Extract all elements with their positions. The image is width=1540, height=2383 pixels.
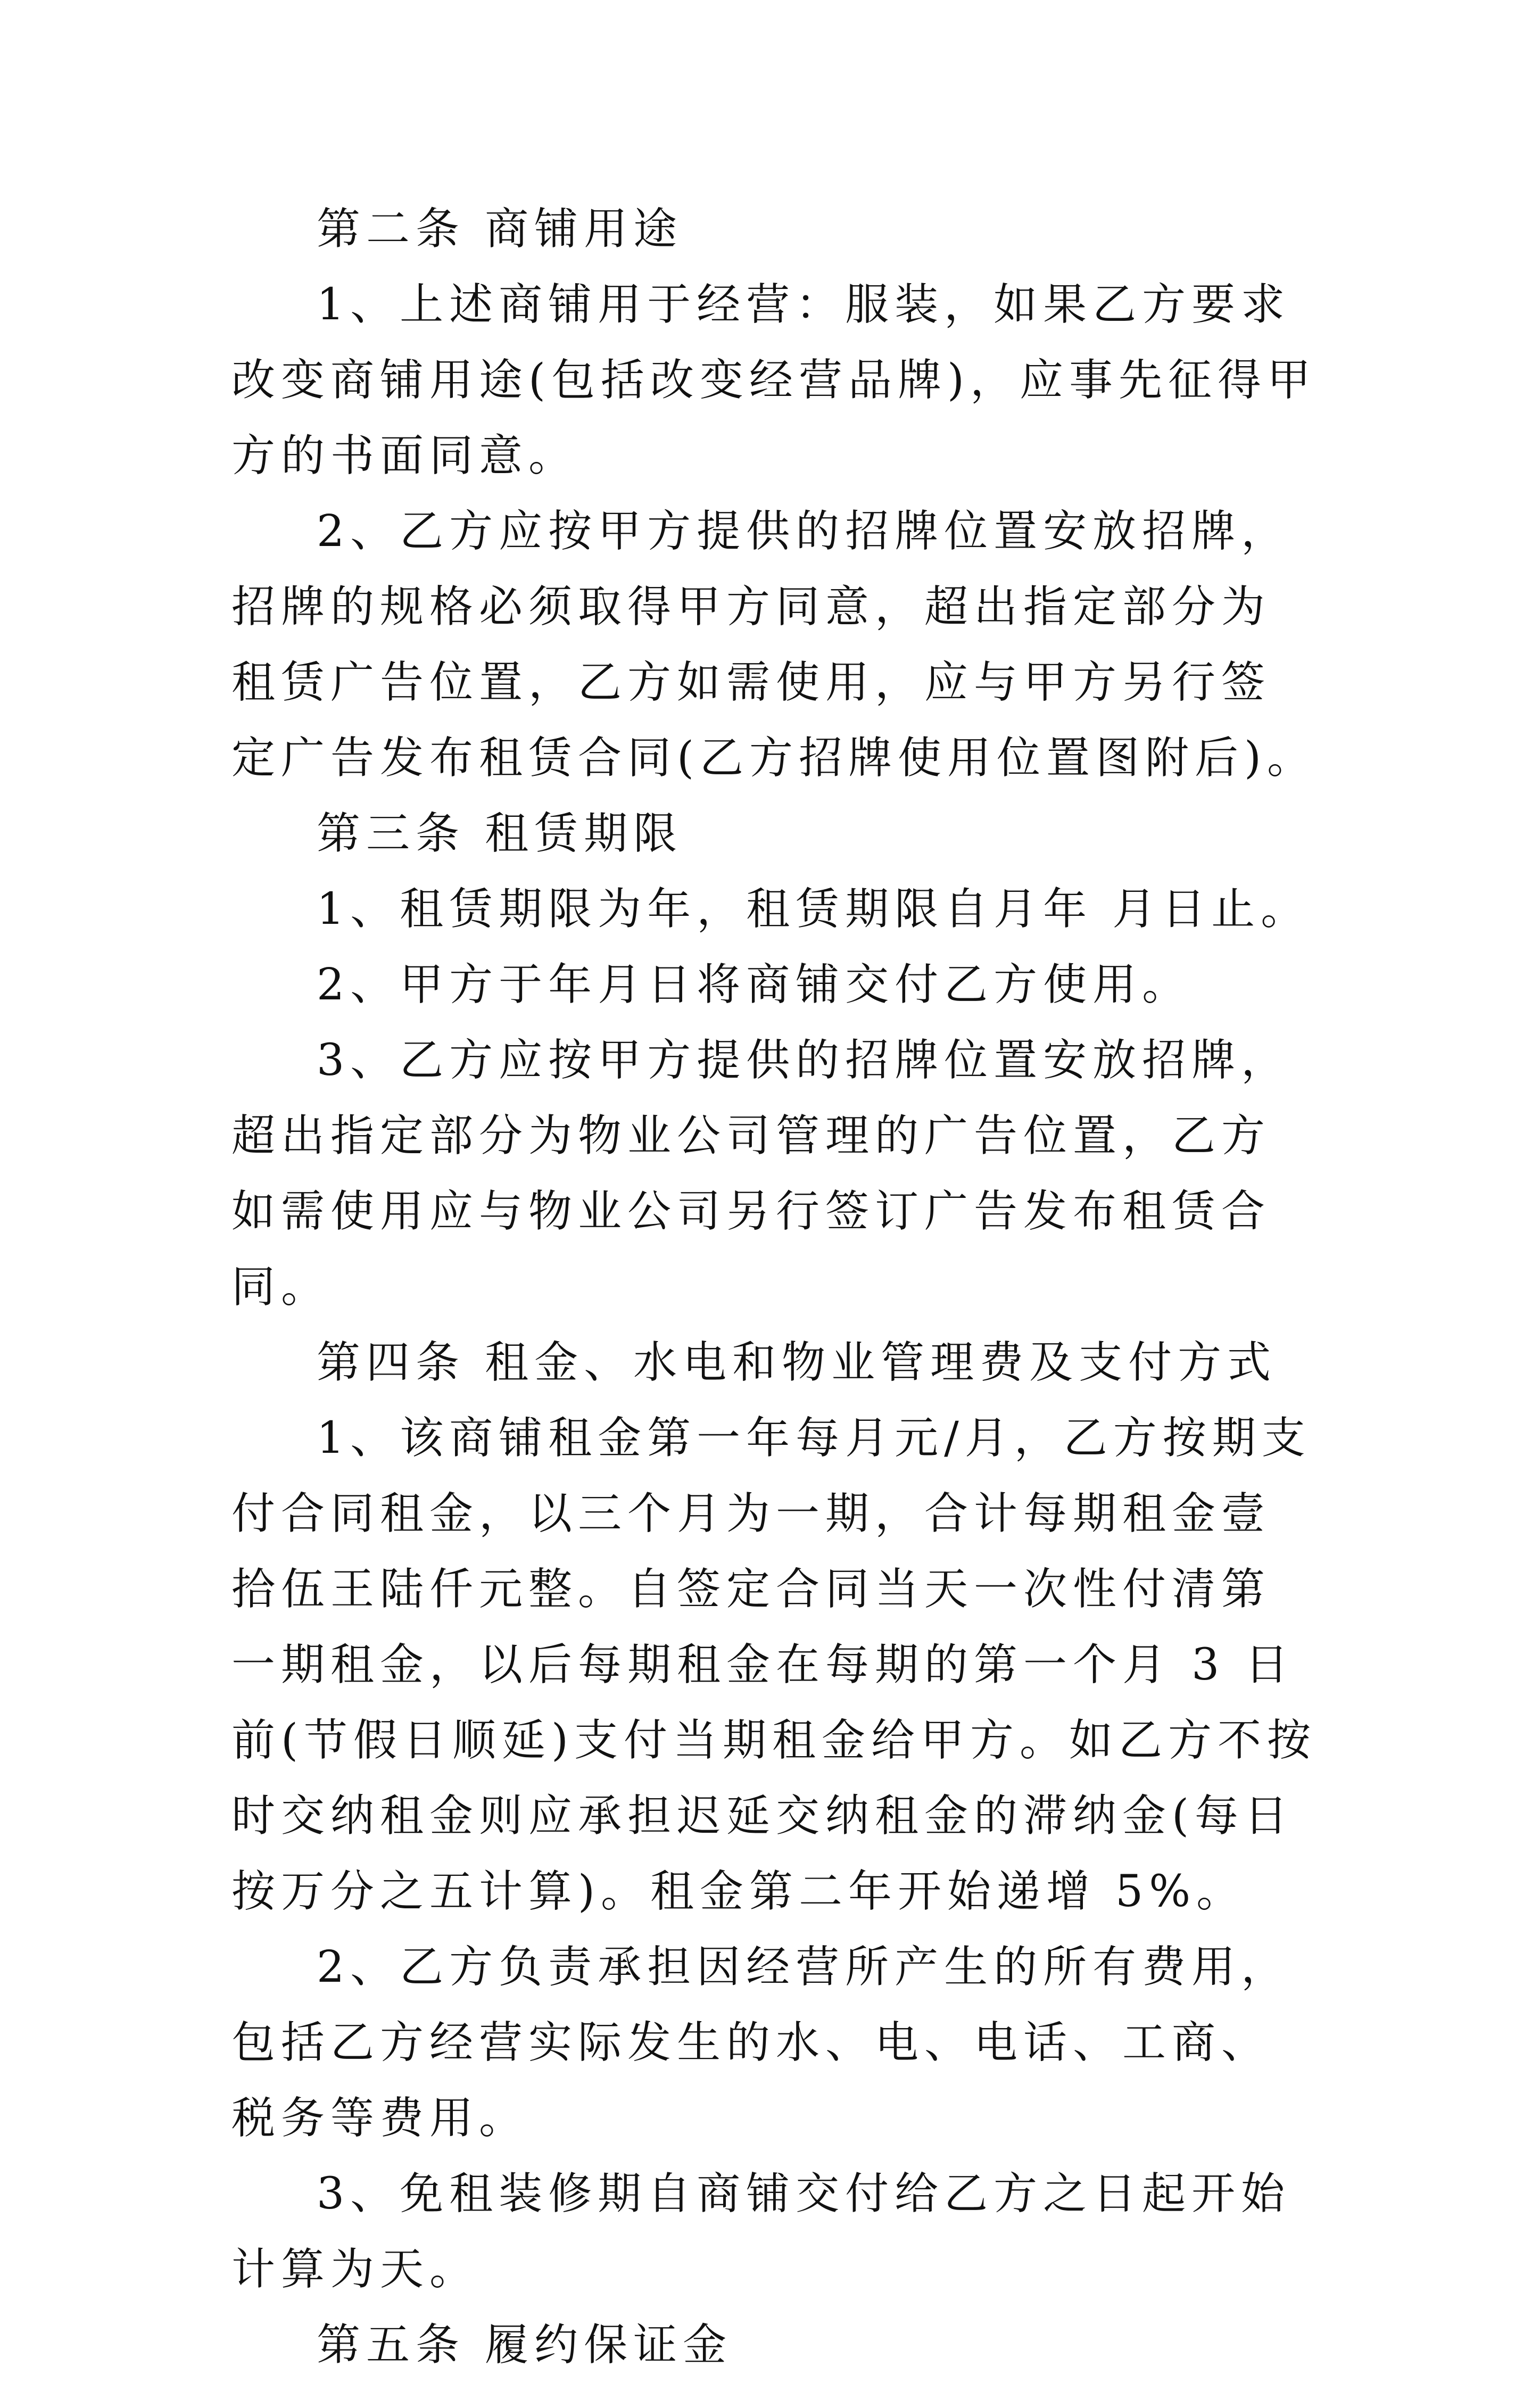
paragraph-article-3-item-3: 3、乙方应按甲方提供的招牌位置安放招牌，超出指定部分为物业公司管理的广告位置，乙方如需使用应与物业公司另行签订广告发布租赁合同。: [231, 1035, 1291, 1312]
section-heading-article-3: 第三条 租赁期限: [317, 808, 683, 859]
section-heading-article-2: 第二条 商铺用途: [317, 204, 683, 254]
paragraph-article-4-item-2: 2、乙方负责承担因经营所产生的所有费用，包括乙方经营实际发生的水、电、电话、工商、税务等费用。: [231, 1942, 1291, 2144]
paragraph-article-4-item-1: 1、该商铺租金第一年每月元/月，乙方按期支付合同租金，以三个月为一期，合计每期租金壹拾伍王陆仟元整。自签定合同当天一次性付清第一期租金，以后每期租金在每期的第一个月 3 日前(节假日顺延)支付当期租金给甲方。如乙方不按时交纳租金则应承担迟延交纳租金的滞纳金(每日按万分之五计算)。租金第二年开始递增 5%。: [231, 1413, 1317, 1917]
paragraph-article-2-item-2: 2、乙方应按甲方提供的招牌位置安放招牌，招牌的规格必须取得甲方同意，超出指定部分为租赁广告位置，乙方如需使用，应与甲方另行签定广告发布租赁合同(乙方招牌使用位置图附后)。: [231, 506, 1317, 783]
paragraph-article-3-item-1: 1、租赁期限为年，租赁期限自月年 月日止。: [317, 884, 1311, 934]
paragraph-article-3-item-2: 2、甲方于年月日将商铺交付乙方使用。: [317, 959, 1192, 1010]
document-body: [231, 192, 1320, 2383]
section-heading-article-5: 第五条 履约保证金: [317, 2320, 733, 2370]
section-heading-article-4: 第四条 租金、水电和物业管理费及支付方式: [317, 1337, 1277, 1388]
paragraph-article-4-item-3: 3、免租装修期自商铺交付给乙方之日起开始计算为天。: [231, 2169, 1291, 2295]
paragraph-article-2-item-1: 1、上述商铺用于经营：服装，如果乙方要求改变商铺用途(包括改变经营品牌)，应事先征得甲方的书面同意。: [231, 279, 1317, 481]
